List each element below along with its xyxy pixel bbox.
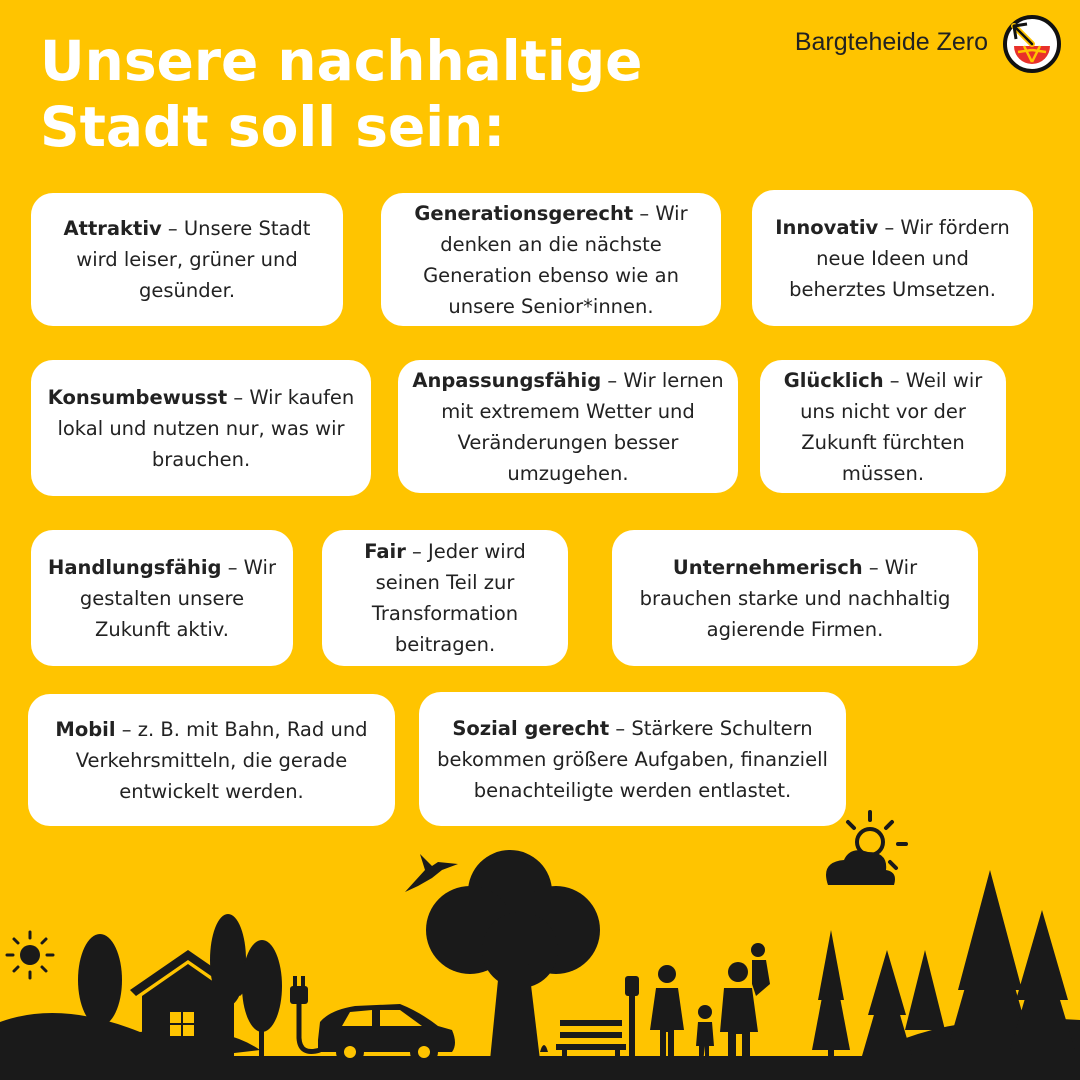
page-title [40,28,740,160]
card-text: – Stärkere Schultern bekommen größere Aufgaben, finanziell benachteiligte werden entlastet. [437,716,828,802]
card-term: Fair [364,540,406,563]
cloud-sun-icon [826,812,906,885]
card-generationsgerecht [381,193,721,326]
card-text: – Wir gestalten unsere Zukunft aktiv. [79,555,276,641]
card-text: – Wir lernen mit extremem Wetter und Veränderungen besser umzugehen. [441,368,724,485]
card-text: – z. B. mit Bahn, Rad und Verkehrsmitteln, die gerade entwickelt werden. [75,717,368,803]
card-term: Mobil [55,717,116,741]
card-text: – Wir denken an die nächste Generation ebenso wie an unsere Senior*innen. [423,201,688,318]
card-term: Unternehmerisch [672,555,863,579]
logo-icon [1000,12,1064,76]
card-text: – Wir brauchen starke und nachhaltig agierende Firmen. [639,555,951,641]
card-handlungsfaehig [31,530,293,666]
card-innovativ [752,190,1033,326]
bird-icon [405,854,458,892]
card-attraktiv [31,193,343,326]
card-unternehmerisch [612,530,978,666]
title-line-1: Unsere nachhaltige [40,29,643,93]
card-term: Attraktiv [63,217,162,240]
card-term: Konsumbewusst [47,385,228,409]
sun-icon [7,932,53,978]
card-fair [322,530,568,666]
card-term: Glücklich [783,368,884,392]
card-term: Sozial gerecht [452,716,610,740]
card-text: – Wir fördern neue Ideen und beherztes Umsetzen. [789,215,1010,301]
card-text: – Wir kaufen lokal und nutzen nur, was wir brauchen. [57,385,355,471]
card-term: Anpassungsfähig [412,368,602,392]
card-text: – Jeder wird seinen Teil zur Transformation beitragen. [371,540,526,656]
card-konsumbewusst [31,360,371,496]
card-term: Innovativ [775,215,879,239]
city-silhouette [0,800,1080,1080]
card-anpassungsfaehig [398,360,738,493]
brand-name: Bargteheide Zero [794,28,988,56]
card-term: Generationsgerecht [414,201,634,225]
title-line-2: Stadt soll sein: [40,95,506,159]
card-gluecklich [760,360,1006,493]
card-term: Handlungsfähig [48,555,222,579]
card-text: – Weil wir uns nicht vor der Zukunft fürchten müssen. [800,368,983,485]
card-text: – Unsere Stadt wird leiser, grüner und gesünder. [76,217,311,302]
